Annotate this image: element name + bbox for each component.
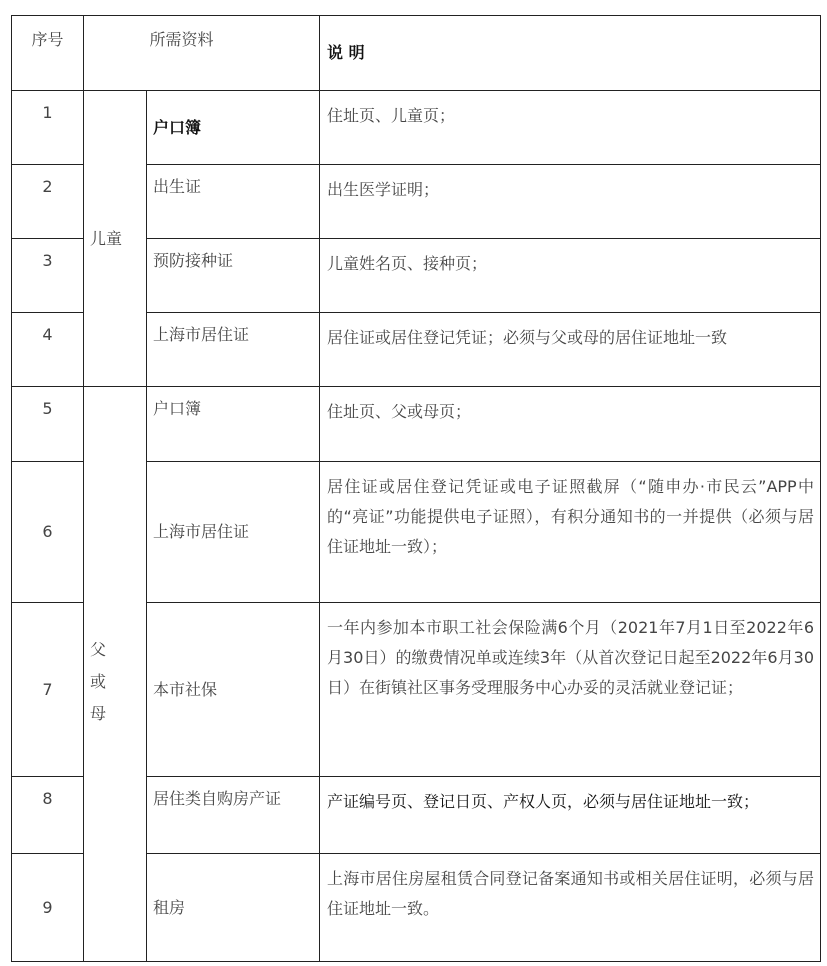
row-description: 儿童姓名页、接种页； — [320, 239, 821, 313]
row-number: 5 — [12, 387, 84, 462]
row-item: 本市社保 — [147, 603, 320, 777]
row-item: 出生证 — [147, 165, 320, 239]
row-number: 6 — [12, 462, 84, 603]
header-seq: 序号 — [12, 16, 84, 91]
row-description: 一年内参加本市职工社会保险满6个月（2021年7月1日至2022年6月30日）的缴费情况单或连续3年（从首次登记日起至2022年6月30日）在街镇社区事务受理服务中心办妥的灵活就业登记证； — [320, 603, 821, 777]
row-description: 住址页、儿童页； — [320, 91, 821, 165]
row-item: 预防接种证 — [147, 239, 320, 313]
materials-table — [11, 15, 821, 962]
row-number: 9 — [12, 854, 84, 962]
row-item: 上海市居住证 — [147, 462, 320, 603]
row-description: 居住证或居住登记凭证；必须与父或母的居住证地址一致 — [320, 313, 821, 387]
row-description: 上海市居住房屋租赁合同登记备案通知书或相关居住证明，必须与居住证地址一致。 — [320, 854, 821, 962]
table-row — [12, 387, 821, 462]
table-row — [12, 91, 821, 165]
row-item: 上海市居住证 — [147, 313, 320, 387]
row-description: 居住证或居住登记凭证或电子证照截屏（“随申办·市民云”APP中的“亮证”功能提供电子证照），有积分通知书的一并提供（必须与居住证地址一致）； — [320, 462, 821, 603]
row-number: 2 — [12, 165, 84, 239]
row-number: 1 — [12, 91, 84, 165]
row-number: 7 — [12, 603, 84, 777]
row-description: 产证编号页、登记日页、产权人页，必须与居住证地址一致； — [320, 777, 821, 854]
group-parent — [84, 387, 147, 962]
row-number: 8 — [12, 777, 84, 854]
header-description: 说 明 — [320, 16, 821, 91]
row-description: 住址页、父或母页； — [320, 387, 821, 462]
header-materials: 所需资料 — [84, 16, 320, 91]
row-number: 3 — [12, 239, 84, 313]
row-item: 户口簿 — [147, 91, 320, 165]
row-item: 租房 — [147, 854, 320, 962]
group-child: 儿童 — [84, 91, 147, 387]
group-parent-label: 父或母 — [90, 640, 121, 723]
row-item: 居住类自购房产证 — [147, 777, 320, 854]
row-number: 4 — [12, 313, 84, 387]
row-description: 出生医学证明； — [320, 165, 821, 239]
row-item: 户口簿 — [147, 387, 320, 462]
table-header-row — [12, 16, 821, 91]
